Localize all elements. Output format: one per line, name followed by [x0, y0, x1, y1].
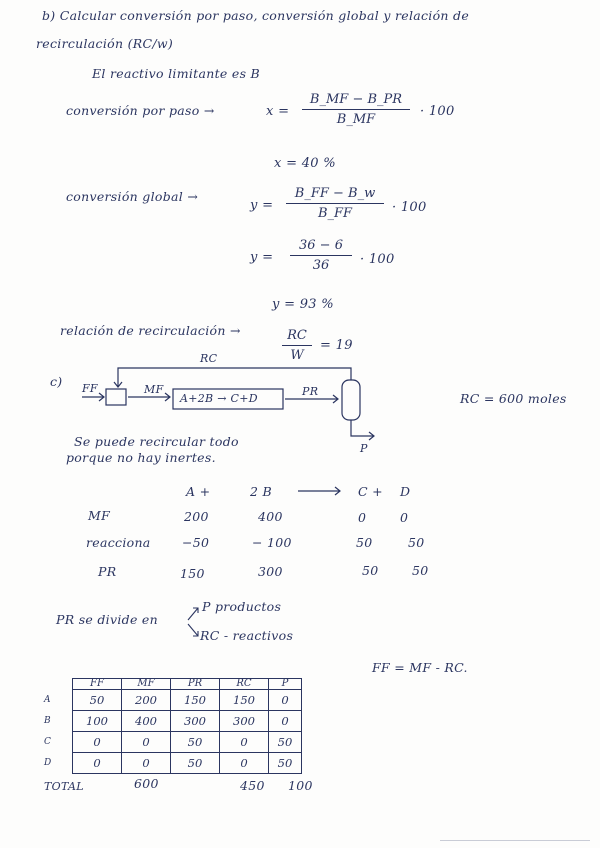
table-header: MF	[122, 679, 171, 690]
rc-moles-note: RC = 600 moles	[460, 391, 567, 406]
table-cell: 50	[171, 753, 220, 774]
table-cell: 50	[171, 732, 220, 753]
stoich-cell: 50	[356, 535, 373, 550]
stoich-cell: 300	[258, 564, 283, 579]
table-cell: 0	[122, 753, 171, 774]
table-cell: 50	[269, 732, 302, 753]
conv-paso-result: x = 40 %	[274, 156, 336, 171]
table-row-label: C	[44, 737, 51, 747]
reactor-equation: A+2B → C+D	[180, 392, 258, 405]
p-stream-label: P	[360, 442, 368, 455]
conv-global-result: y = 93 %	[272, 297, 334, 312]
conv-global-label: conversión global →	[66, 189, 199, 204]
table-cell: 0	[73, 753, 122, 774]
table-total-rc: 450	[240, 778, 265, 793]
recirc-numerator: RC	[287, 328, 307, 343]
part-b-title-line2: recirculación (RC/w)	[36, 36, 174, 51]
conv-paso-tail: · 100	[420, 104, 455, 119]
pr-stream-label: PR	[302, 385, 319, 398]
conv-paso-numerator: B_MF − B_PR	[309, 92, 403, 107]
table-header: RC	[220, 679, 269, 690]
table-cell: 0	[269, 690, 302, 711]
balance-table	[40, 678, 302, 774]
table-cell: 0	[73, 732, 122, 753]
table-total-mf: 600	[134, 776, 159, 791]
table-header: P	[269, 679, 302, 690]
table-cell: 0	[269, 711, 302, 732]
table-cell: 300	[220, 711, 269, 732]
table-row-label: A	[44, 695, 51, 705]
table-row-label: B	[44, 716, 51, 726]
conv-global2-lhs: y =	[250, 250, 274, 265]
split-reactants: RC - reactivos	[200, 628, 294, 643]
table-cell: 0	[220, 732, 269, 753]
stoich-cell: 0	[400, 510, 409, 525]
rc-stream-label: RC	[200, 352, 218, 365]
conv-global-denominator: B_FF	[317, 206, 353, 221]
conv-paso-label: conversión por paso →	[66, 103, 215, 118]
mf-stream-label: MF	[144, 383, 164, 396]
part-b-title-line1: b) Calcular conversión por paso, conversión global y relación de	[42, 8, 470, 23]
table-total-label: TOTAL	[44, 780, 84, 793]
stoich-cell: 50	[362, 563, 379, 578]
stoich-cell: 150	[180, 566, 205, 581]
stoich-cell: 200	[184, 509, 209, 524]
split-products: P productos	[202, 599, 282, 614]
stoich-row-label: MF	[88, 508, 111, 523]
conv-global2-numerator: 36 − 6	[299, 238, 343, 253]
table-row	[40, 711, 302, 732]
table-cell: 150	[220, 690, 269, 711]
table-corner	[40, 679, 73, 690]
recirculation-note-line2: porque no hay inertes.	[66, 450, 216, 465]
table-header: FF	[73, 679, 122, 690]
recirc-value: = 19	[320, 338, 353, 353]
table-cell: 150	[171, 690, 220, 711]
table-total-p: 100	[288, 778, 313, 793]
table-cell: 0	[122, 732, 171, 753]
stoich-cell: 50	[412, 563, 429, 578]
split-prefix: PR se divide en	[56, 612, 158, 627]
table-cell: 50	[73, 690, 122, 711]
conv-global-numerator: B_FF − B_w	[294, 186, 376, 201]
table-cell: 200	[122, 690, 171, 711]
stoich-cell: 50	[408, 535, 425, 550]
table-header-row	[40, 679, 302, 690]
ff-stream-label: FF	[82, 382, 98, 395]
conv-global-lhs: y =	[250, 198, 274, 213]
page-bottom-rule	[440, 840, 590, 841]
recirculation-note-line1: Se puede recircular todo	[74, 434, 239, 449]
conv-global2-denominator: 36	[312, 258, 330, 273]
limiting-reagent-text: El reactivo limitante es B	[92, 66, 261, 81]
recirc-label: relación de recirculación →	[60, 323, 241, 338]
table-cell: 0	[220, 753, 269, 774]
reaction-term-b: 2 B	[250, 484, 273, 499]
stoich-cell: 400	[258, 509, 283, 524]
table-row	[40, 732, 302, 753]
table-cell: 400	[122, 711, 171, 732]
recirc-denominator: W	[290, 348, 304, 363]
conv-paso-lhs: x =	[266, 104, 290, 119]
reaction-term-c: C +	[358, 484, 383, 499]
table-row	[40, 690, 302, 711]
conv-paso-denominator: B_MF	[336, 112, 376, 127]
reaction-term-a: A +	[186, 484, 211, 499]
reaction-term-d: D	[400, 484, 411, 499]
table-header: PR	[171, 679, 220, 690]
stoich-row-label: PR	[98, 564, 117, 579]
table-cell: 100	[73, 711, 122, 732]
stoich-cell: −50	[182, 535, 210, 550]
stoich-cell: − 100	[252, 535, 292, 550]
part-c-label: c)	[50, 374, 63, 389]
conv-global2-tail: · 100	[360, 252, 395, 267]
table-row	[40, 753, 302, 774]
table-cell: 50	[269, 753, 302, 774]
ff-equation: FF = MF - RC.	[372, 660, 468, 675]
table-row-label: D	[44, 758, 52, 768]
stoich-row-label: reacciona	[86, 535, 151, 550]
table-cell: 300	[171, 711, 220, 732]
stoich-cell: 0	[358, 510, 367, 525]
conv-global-tail: · 100	[392, 200, 427, 215]
